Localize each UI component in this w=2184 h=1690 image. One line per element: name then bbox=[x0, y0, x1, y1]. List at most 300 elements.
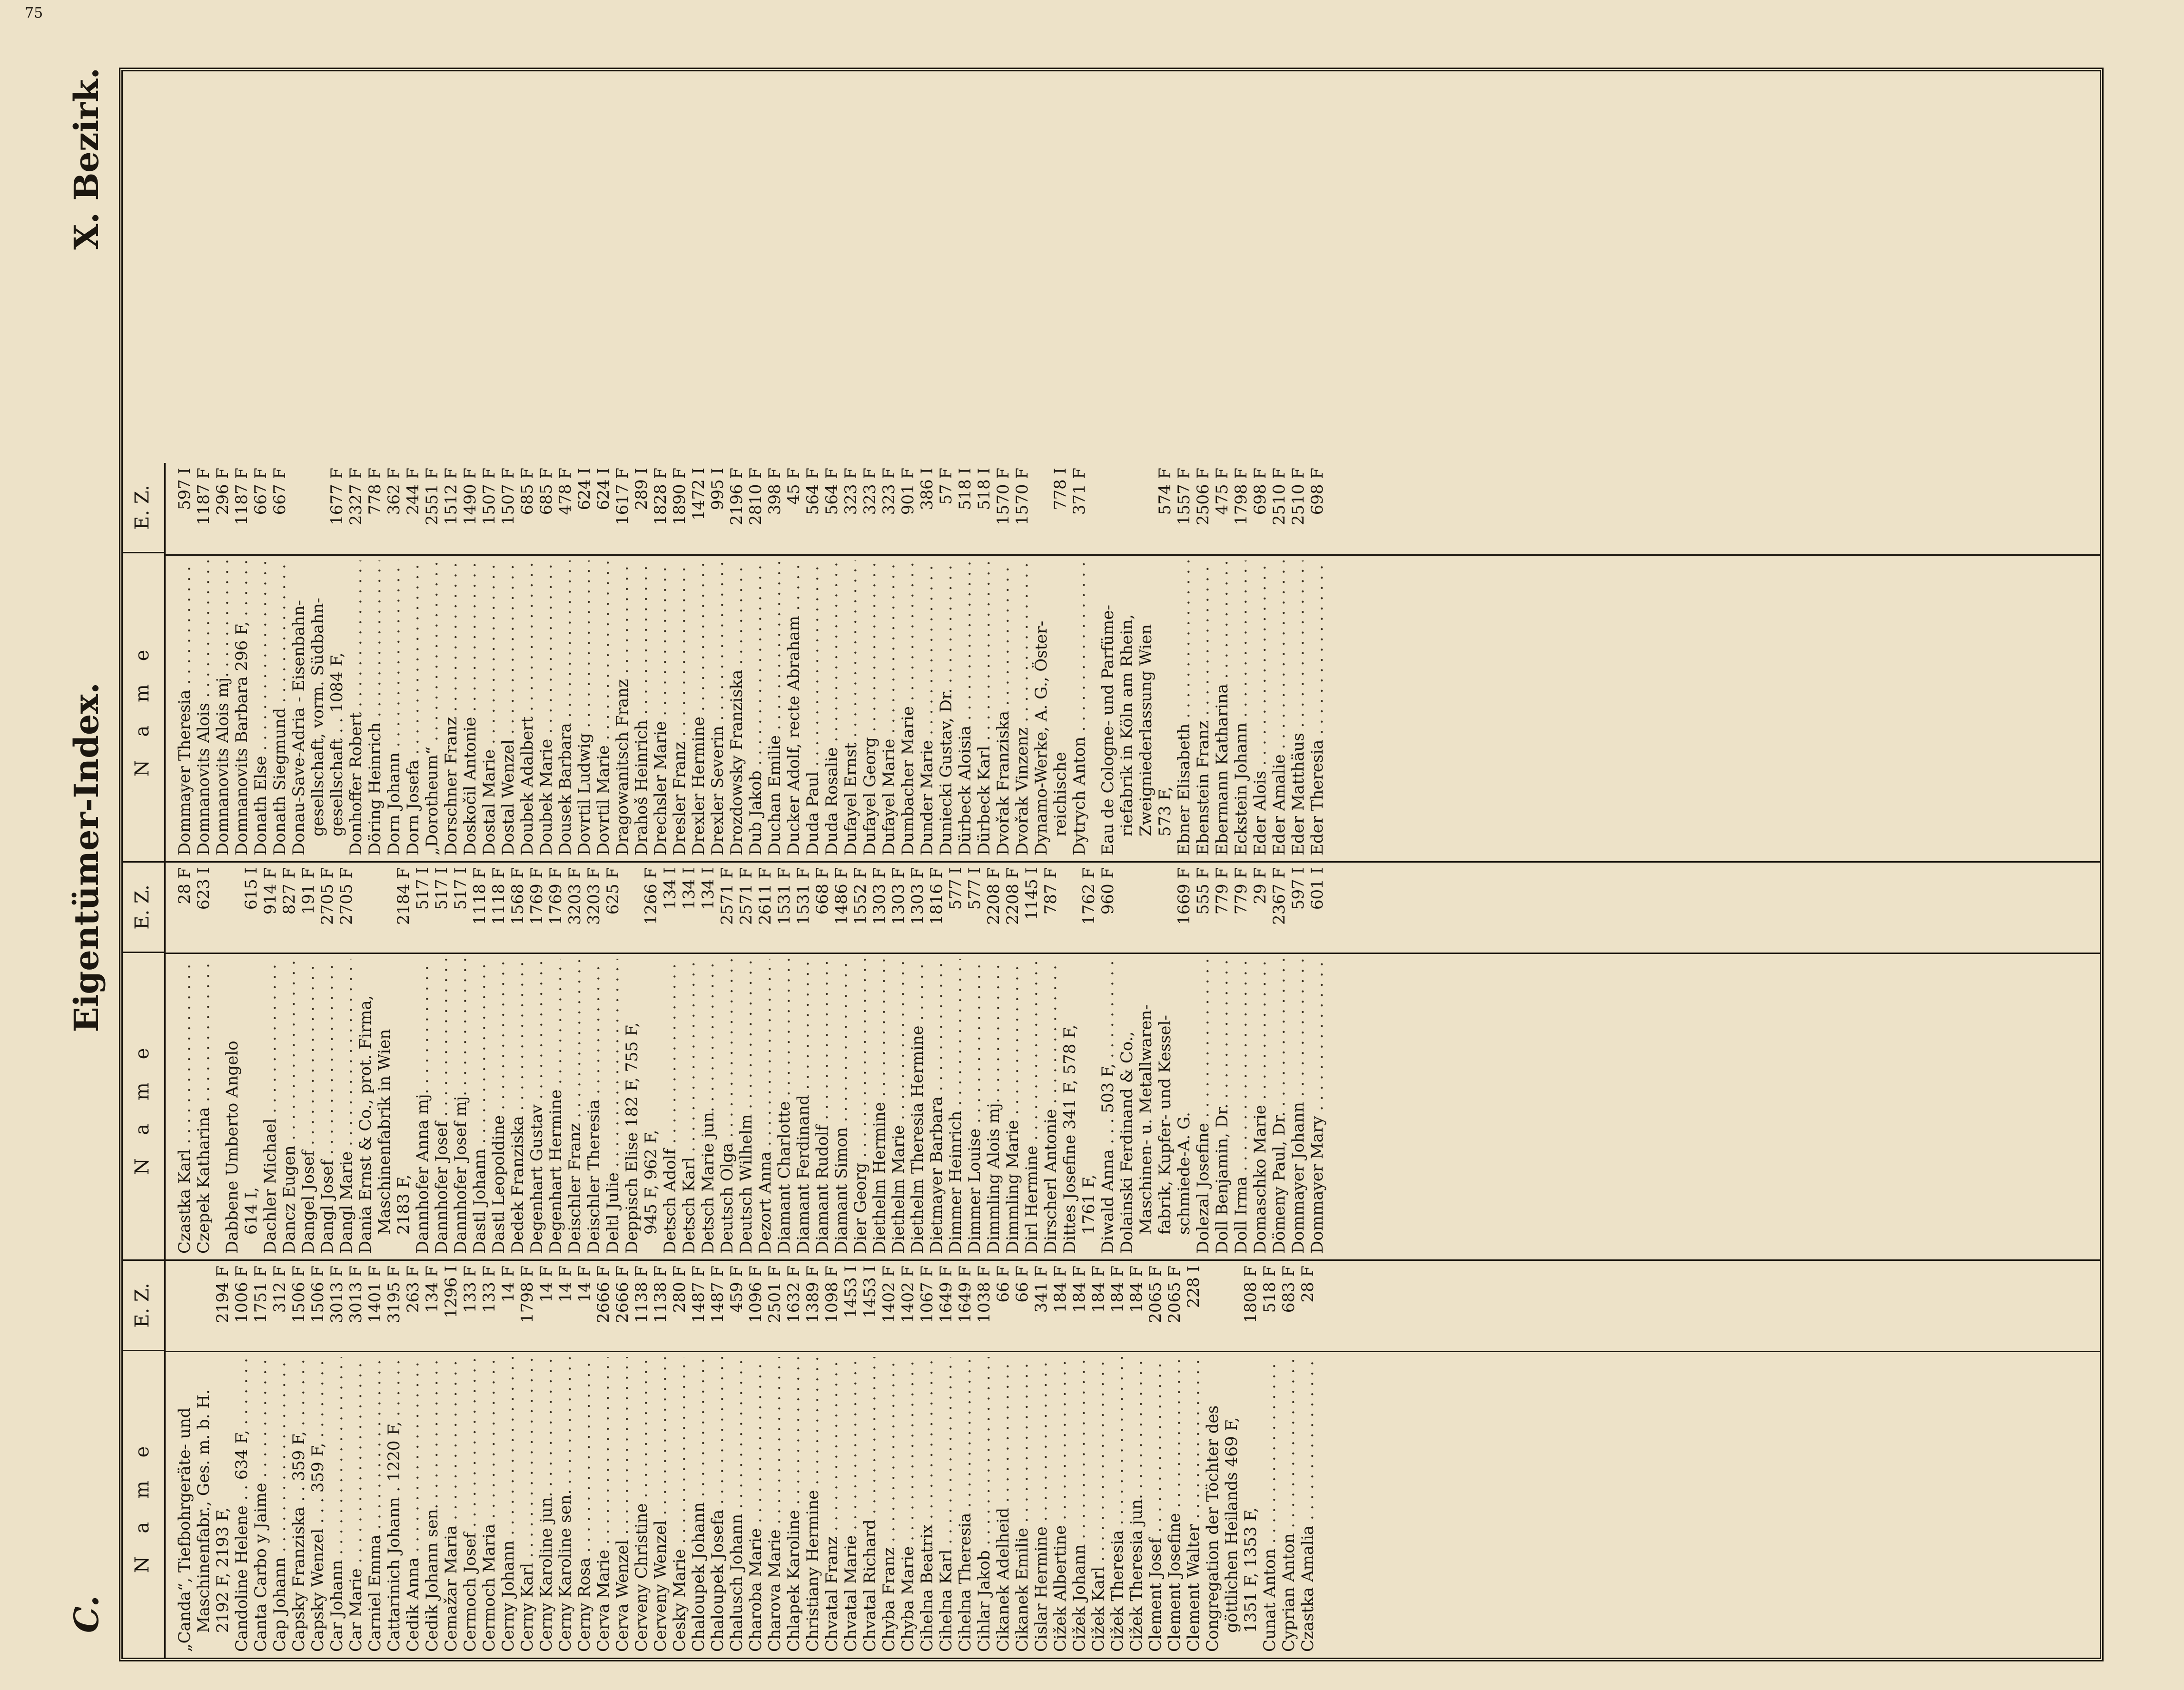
index-entry bbox=[727, 463, 746, 861]
ez-number: 323 F bbox=[880, 468, 899, 515]
ez-number: 1266 F bbox=[642, 867, 661, 925]
index-entry bbox=[565, 863, 584, 1259]
index-column-2 bbox=[123, 861, 2100, 1259]
ez-number: 1303 F bbox=[908, 867, 927, 925]
index-entry bbox=[423, 463, 442, 861]
ez-number: 597 I bbox=[1289, 867, 1308, 910]
owner-name: Dancz Eugen . . . bbox=[280, 959, 299, 1254]
index-entry bbox=[1013, 1261, 1032, 1658]
owner-name: Dabbene Umberto Angelo bbox=[223, 1041, 242, 1254]
owner-name: Dvořak Franziska . . . bbox=[994, 560, 1013, 855]
ez-number: 1816 F bbox=[927, 867, 946, 925]
index-entry bbox=[480, 1261, 499, 1658]
ez-header: E. Z. bbox=[123, 863, 164, 953]
index-entry bbox=[680, 863, 699, 1259]
ez-number: 1402 F bbox=[899, 1266, 918, 1323]
index-entry bbox=[251, 463, 270, 861]
index-entry bbox=[1251, 463, 1270, 861]
index-entry bbox=[994, 1261, 1013, 1658]
owner-name: Diethelm Theresia Hermine . . . bbox=[908, 959, 927, 1254]
index-entry bbox=[642, 863, 661, 1259]
owner-name: Clement Josefine . . . bbox=[1165, 1357, 1184, 1652]
ez-number: 2196 F bbox=[727, 468, 746, 525]
owner-name: Dimmling Marie . . . bbox=[1003, 959, 1022, 1254]
owner-name: Christiany Hermine . . . bbox=[803, 1357, 822, 1652]
index-entry bbox=[385, 463, 404, 861]
owner-name: Chlapek Karoline . . . bbox=[784, 1357, 803, 1652]
index-entry bbox=[356, 863, 375, 1259]
ez-number: 778 F bbox=[366, 468, 385, 515]
ez-number: 685 F bbox=[537, 468, 556, 515]
owner-index-table bbox=[119, 68, 2104, 1661]
index-title: Eigentümer-Index. bbox=[67, 682, 106, 1032]
owner-name: Dunder Marie . . . bbox=[918, 560, 937, 855]
index-entry bbox=[251, 1261, 270, 1658]
owner-name: Dorn Johann . . . bbox=[385, 560, 404, 855]
owner-name: Cižek Johann . . . bbox=[1070, 1357, 1089, 1652]
ez-number: 574 F bbox=[1156, 468, 1175, 515]
owner-name: Dania Ernst & Co., prot. Firma, bbox=[356, 995, 375, 1254]
owner-name: Dier Georg . . . bbox=[851, 959, 870, 1254]
owner-name: Donhoffer Robert . . . bbox=[346, 560, 366, 855]
index-entry bbox=[394, 863, 413, 1259]
index-entry bbox=[242, 863, 261, 1259]
index-entry bbox=[346, 463, 366, 861]
owner-name: Dvořak Vinzenz . . . bbox=[1013, 560, 1032, 855]
owner-name: Domnanovits Alois . . . bbox=[194, 560, 213, 855]
owner-name: Doll Benjamin, Dr. . . . bbox=[1213, 959, 1232, 1254]
index-entry bbox=[1241, 1261, 1260, 1658]
index-entry bbox=[975, 1261, 994, 1658]
index-entry bbox=[880, 1261, 899, 1658]
index-entry bbox=[480, 463, 499, 861]
owner-name: Cedik Anna . . . bbox=[404, 1357, 423, 1652]
index-entry bbox=[956, 463, 975, 861]
index-entry bbox=[1136, 863, 1156, 1259]
index-entry bbox=[984, 863, 1003, 1259]
index-entry bbox=[651, 463, 670, 861]
index-entry bbox=[937, 1261, 956, 1658]
owner-name: Dimmer Louise . . . bbox=[965, 959, 984, 1254]
index-entry bbox=[289, 463, 308, 861]
owner-name: Dastl Johann . . . bbox=[470, 959, 489, 1254]
ez-number: 2065 F bbox=[1146, 1266, 1165, 1323]
index-entry bbox=[889, 863, 908, 1259]
ez-number: 386 I bbox=[918, 468, 937, 511]
index-entry bbox=[899, 1261, 918, 1658]
index-entry bbox=[651, 1261, 670, 1658]
ez-number: 312 F bbox=[270, 1266, 289, 1313]
index-entry bbox=[1308, 463, 1327, 861]
index-entry bbox=[575, 463, 594, 861]
owner-name: Dousek Barbara . . . bbox=[556, 560, 575, 855]
index-entry bbox=[822, 1261, 841, 1658]
owner-name: Dragowanitsch Franz . . . bbox=[613, 560, 632, 855]
index-entry bbox=[1232, 463, 1251, 861]
index-entry bbox=[1279, 1261, 1298, 1658]
index-entry bbox=[946, 863, 965, 1259]
owner-name: Dufayel Georg . . . bbox=[860, 560, 880, 855]
ez-number: 1570 F bbox=[1013, 468, 1032, 525]
ez-number: 1512 F bbox=[442, 468, 461, 525]
ez-number: 244 F bbox=[404, 468, 423, 515]
owner-name: Cemažar Maria . . . bbox=[442, 1357, 461, 1652]
ez-number: 1507 F bbox=[480, 468, 499, 525]
owner-name: Doskočil Antonie . . . bbox=[461, 560, 480, 855]
owner-name: gesellschaft, vorm. Südbahn- bbox=[308, 598, 327, 836]
index-entry bbox=[1165, 1261, 1184, 1658]
owner-name: Cyprian Anton . . . bbox=[1279, 1357, 1298, 1652]
index-entry bbox=[937, 463, 956, 861]
index-entry bbox=[1117, 863, 1136, 1259]
index-entry bbox=[708, 463, 727, 861]
ez-number: 1098 F bbox=[822, 1266, 841, 1323]
ez-number: 1798 F bbox=[518, 1266, 537, 1323]
ez-number: 1486 F bbox=[832, 867, 851, 925]
index-entry bbox=[1270, 463, 1289, 861]
owner-name: Cerny Johann . . . bbox=[499, 1357, 518, 1652]
index-entry bbox=[765, 463, 784, 861]
index-entry bbox=[699, 863, 718, 1259]
index-entry bbox=[232, 463, 251, 861]
owner-name: göttlichen Heilands 469 F, bbox=[1222, 1417, 1241, 1633]
owner-name: Maschinenfabrik in Wien bbox=[375, 1029, 394, 1235]
index-entry bbox=[470, 863, 489, 1259]
index-entry bbox=[1289, 463, 1308, 861]
owner-name: Dastl Leopoldine . . . bbox=[489, 959, 508, 1254]
index-entry bbox=[1003, 863, 1022, 1259]
index-entry bbox=[346, 1261, 366, 1658]
ez-number: 624 I bbox=[594, 468, 613, 511]
owner-name: Eau de Cologne- und Parfüme- bbox=[1098, 605, 1117, 855]
ez-number: 623 I bbox=[194, 867, 213, 910]
index-entry bbox=[1070, 1261, 1089, 1658]
owner-name: Dufayel Ernst . . . bbox=[841, 560, 860, 855]
owner-name: Doubek Marie . . . bbox=[537, 560, 556, 855]
owner-name: Candoline Helene . . 634 F, . . . bbox=[232, 1357, 251, 1652]
owner-name: Cižek Karl . . . bbox=[1089, 1357, 1108, 1652]
ez-number: 1453 I bbox=[860, 1266, 880, 1318]
owner-name: Cihelna Beatrix . . . bbox=[918, 1357, 937, 1652]
ez-number: 667 F bbox=[251, 468, 270, 515]
ez-number: 1067 F bbox=[918, 1266, 937, 1323]
index-entry bbox=[175, 863, 194, 1259]
index-entry bbox=[746, 463, 765, 861]
ez-number: 1751 F bbox=[251, 1266, 270, 1323]
owner-name: schmiede-A. G. bbox=[1175, 1112, 1194, 1235]
owner-name: Dürbeck Karl . . . bbox=[975, 560, 994, 855]
owner-name: Detsch Adolf . . . bbox=[661, 959, 680, 1254]
district-title: X. Bezirk. bbox=[67, 68, 106, 250]
index-entry bbox=[194, 463, 213, 861]
ez-number: 1118 F bbox=[489, 867, 508, 925]
ez-number: 601 I bbox=[1308, 867, 1327, 910]
index-entry bbox=[794, 863, 813, 1259]
owner-name: Drexler Severin . . . bbox=[708, 560, 727, 855]
owner-name: riefabrik in Köln am Rhein, bbox=[1117, 614, 1136, 836]
owner-name: Duda Rosalie . . . bbox=[822, 560, 841, 855]
ez-number: 134 I bbox=[661, 867, 680, 910]
ez-number: 668 F bbox=[813, 867, 832, 915]
owner-name: Deutsch Wilhelm . . . bbox=[737, 959, 756, 1254]
owner-name: Car Marie . . . bbox=[346, 1357, 366, 1652]
index-entry bbox=[499, 1261, 518, 1658]
ez-number: 263 F bbox=[404, 1266, 423, 1313]
index-entry bbox=[1175, 863, 1194, 1259]
ez-number: 459 F bbox=[727, 1266, 746, 1313]
owner-name: Dannhofer Josef . . . bbox=[432, 959, 451, 1254]
ez-number: 2327 F bbox=[346, 468, 366, 525]
ez-number: 1303 F bbox=[889, 867, 908, 925]
owner-name: Dynamo-Werke, A. G., Öster- bbox=[1032, 620, 1051, 855]
owner-name: Duniecki Gustav, Dr. . . . bbox=[937, 560, 956, 855]
owner-name: Chaloupek Johann . . . bbox=[689, 1357, 708, 1652]
index-entry bbox=[1175, 463, 1194, 861]
index-entry bbox=[613, 463, 632, 861]
index-entry bbox=[423, 1261, 442, 1658]
index-entry bbox=[594, 1261, 613, 1658]
ez-number: 57 F bbox=[937, 468, 956, 505]
ez-number: 323 F bbox=[841, 468, 860, 515]
ez-number: 787 F bbox=[1041, 867, 1060, 915]
index-entry bbox=[880, 463, 899, 861]
ez-number: 398 F bbox=[765, 468, 784, 515]
entry-gap bbox=[1089, 463, 1098, 861]
ez-number: 184 F bbox=[1070, 1266, 1089, 1313]
owner-name: Cunat Anton . . . bbox=[1260, 1357, 1279, 1652]
owner-name: Deischler Franz . . . bbox=[565, 959, 584, 1254]
index-entry bbox=[280, 863, 299, 1259]
ez-number: 3195 F bbox=[385, 1266, 404, 1323]
ez-number: 564 F bbox=[803, 468, 822, 515]
owner-name: Dangel Josef . . . bbox=[299, 959, 318, 1254]
ez-number: 2571 F bbox=[737, 867, 756, 925]
ez-number: 133 F bbox=[480, 1266, 499, 1313]
ez-number: 698 F bbox=[1308, 468, 1327, 515]
owner-name: Czastka Karl . . . bbox=[175, 959, 194, 1254]
index-entry bbox=[737, 863, 756, 1259]
index-entry bbox=[822, 463, 841, 861]
ez-number: 14 F bbox=[575, 1266, 594, 1303]
owner-name: Dietmayer Barbara . . . bbox=[927, 959, 946, 1254]
ez-number: 995 I bbox=[708, 468, 727, 511]
owner-name: 2192 F, 2193 F, bbox=[213, 1507, 232, 1633]
ez-number: 2501 F bbox=[765, 1266, 784, 1323]
index-entry bbox=[442, 1261, 461, 1658]
index-entry bbox=[527, 863, 546, 1259]
index-entry bbox=[1013, 463, 1032, 861]
ez-number: 625 F bbox=[603, 867, 623, 915]
index-entry bbox=[327, 1261, 346, 1658]
index-entry bbox=[575, 1261, 594, 1658]
ez-number: 1187 F bbox=[232, 468, 251, 525]
owner-name: Cerny Karl . . . bbox=[518, 1357, 537, 1652]
owner-name: Eder Amalie . . . bbox=[1270, 560, 1289, 855]
ez-number: 577 I bbox=[946, 867, 965, 910]
owner-name: Diamant Charlotte . . . bbox=[775, 959, 794, 1254]
ez-number: 1828 F bbox=[651, 468, 670, 525]
section-letter: C. bbox=[67, 1595, 106, 1633]
index-entry bbox=[518, 463, 537, 861]
ez-number: 296 F bbox=[213, 468, 232, 515]
ez-number: 1649 F bbox=[937, 1266, 956, 1323]
ez-number: 685 F bbox=[518, 468, 537, 515]
index-entry bbox=[366, 1261, 385, 1658]
index-entry bbox=[1260, 1261, 1279, 1658]
owner-name: Dittes Josefine 341 F, 578 F, bbox=[1060, 1024, 1079, 1254]
owner-name: „Dorotheum“ . . . bbox=[423, 560, 442, 855]
index-entry bbox=[518, 1261, 537, 1658]
ez-number: 29 F bbox=[1251, 867, 1270, 904]
ez-number: 1096 F bbox=[746, 1266, 765, 1323]
owner-name: Cermoch Maria . . . bbox=[480, 1357, 499, 1652]
index-entry bbox=[213, 463, 232, 861]
owner-name: Dytrych Anton . . . bbox=[1070, 560, 1089, 855]
owner-name: Canta Carbo y Jaime . . . bbox=[251, 1357, 270, 1652]
owner-name: Domaschko Marie . . . bbox=[1251, 959, 1270, 1254]
column-header bbox=[123, 463, 166, 861]
index-entry bbox=[1289, 863, 1308, 1259]
owner-name: Eder Theresia . . . bbox=[1308, 560, 1327, 855]
index-entry bbox=[1194, 863, 1213, 1259]
ez-number: 517 I bbox=[451, 867, 470, 910]
owner-name: Dürbeck Aloisia . . . bbox=[956, 560, 975, 855]
index-entry bbox=[289, 1261, 308, 1658]
index-entry bbox=[556, 1261, 575, 1658]
index-entry bbox=[632, 463, 651, 861]
owner-name: Cikanek Adelheid . . . bbox=[994, 1357, 1013, 1652]
index-entry bbox=[623, 863, 642, 1259]
index-entry bbox=[508, 863, 527, 1259]
index-entry bbox=[1203, 1261, 1222, 1658]
ez-header: E. Z. bbox=[123, 1261, 164, 1351]
ez-number: 228 I bbox=[1184, 1266, 1203, 1308]
ez-number: 1401 F bbox=[366, 1266, 385, 1323]
owner-name: Dannhofer Anna mj. . . . bbox=[413, 959, 432, 1254]
index-entry bbox=[1117, 463, 1136, 861]
index-entry bbox=[1298, 1261, 1317, 1658]
owner-name: Dub Jakob . . . bbox=[746, 560, 765, 855]
index-entry bbox=[213, 1261, 232, 1658]
index-entry bbox=[708, 1261, 727, 1658]
index-entry bbox=[1051, 463, 1070, 861]
index-entry bbox=[385, 1261, 404, 1658]
ez-number: 2065 F bbox=[1165, 1266, 1184, 1323]
ez-number: 133 F bbox=[461, 1266, 480, 1313]
owner-name: Dostal Wenzel . . . bbox=[499, 560, 518, 855]
index-column-3 bbox=[123, 463, 2100, 861]
owner-name: 1761 F, bbox=[1079, 1174, 1098, 1235]
owner-name: Doubek Adalbert . . . bbox=[518, 560, 537, 855]
owner-name: Diamant Rudolf . . . bbox=[813, 959, 832, 1254]
index-entry bbox=[175, 1261, 194, 1658]
name-header: N a m e bbox=[131, 1437, 153, 1573]
ez-number: 518 F bbox=[1260, 1266, 1279, 1313]
index-entry bbox=[746, 1261, 765, 1658]
index-entry bbox=[308, 463, 327, 861]
owner-name: Maschinenfabr., Ges. m. b. H. bbox=[194, 1389, 213, 1633]
owner-name: Congregation der Töchter des bbox=[1203, 1405, 1222, 1652]
ez-number: 597 I bbox=[175, 468, 194, 511]
ez-number: 1006 F bbox=[232, 1266, 251, 1323]
ez-number: 698 F bbox=[1251, 468, 1270, 515]
page-header bbox=[62, 53, 119, 1661]
owner-name: Drechsler Marie . . . bbox=[651, 560, 670, 855]
index-entry bbox=[442, 463, 461, 861]
owner-name: Dresler Franz . . . bbox=[670, 560, 689, 855]
owner-name: Donath Else . . . bbox=[251, 560, 270, 855]
index-entry bbox=[194, 1261, 213, 1658]
owner-name: Dömeny Paul, Dr. . . . bbox=[1270, 959, 1289, 1254]
owner-name: Drexler Hermine . . . bbox=[689, 560, 708, 855]
owner-name: Dovrtil Ludwig . . . bbox=[575, 560, 594, 855]
index-entry bbox=[223, 863, 242, 1259]
ez-number: 2551 F bbox=[423, 468, 442, 525]
owner-name: Cižek Theresia . . . bbox=[1108, 1357, 1127, 1652]
ez-number: 1303 F bbox=[870, 867, 889, 925]
column-header bbox=[123, 863, 166, 1259]
owner-name: Diethelm Hermine . . . bbox=[870, 959, 889, 1254]
ez-number: 624 I bbox=[575, 468, 594, 511]
owner-name: Chvatal Franz . . . bbox=[822, 1357, 841, 1652]
index-entry bbox=[956, 1261, 975, 1658]
index-entry bbox=[870, 863, 889, 1259]
ez-number: 3203 F bbox=[565, 867, 584, 925]
ez-number: 1138 F bbox=[632, 1266, 651, 1323]
index-entry bbox=[1041, 863, 1060, 1259]
ez-number: 2666 F bbox=[613, 1266, 632, 1323]
ez-header: E. Z. bbox=[123, 463, 164, 553]
owner-name: Clement Walter . . . bbox=[1184, 1357, 1203, 1652]
ez-number: 2194 F bbox=[213, 1266, 232, 1323]
owner-name: Ducker Adolf, recte Abraham . . . bbox=[784, 560, 803, 855]
owner-name: Drahoš Heinrich . . . bbox=[632, 560, 651, 855]
owner-name: Dachler Michael . . . bbox=[261, 959, 280, 1254]
index-entry bbox=[803, 1261, 822, 1658]
owner-name: Dommayer Mary . . . bbox=[1308, 959, 1327, 1254]
owner-name: Clement Josef . . . bbox=[1146, 1357, 1165, 1652]
owner-name: fabrik, Kupfer- und Kessel- bbox=[1156, 1015, 1175, 1235]
index-entry bbox=[1108, 1261, 1127, 1658]
index-entry bbox=[318, 863, 337, 1259]
ez-number: 827 F bbox=[280, 867, 299, 915]
ez-number: 371 F bbox=[1070, 468, 1089, 515]
ez-number: 778 I bbox=[1051, 468, 1070, 511]
owner-name: Detsch Marie jun. . . . bbox=[699, 959, 718, 1254]
index-entry bbox=[841, 1261, 860, 1658]
ez-number: 28 F bbox=[1298, 1266, 1317, 1303]
owner-name: Chvatal Richard . . . bbox=[860, 1357, 880, 1652]
index-entry bbox=[803, 463, 822, 861]
owner-name: Cerny Karoline jun. . . . bbox=[537, 1357, 556, 1652]
index-entry bbox=[1146, 1261, 1165, 1658]
index-entry bbox=[546, 863, 565, 1259]
index-entry bbox=[927, 863, 946, 1259]
index-entry bbox=[461, 1261, 480, 1658]
index-entry bbox=[965, 863, 984, 1259]
ez-number: 667 F bbox=[270, 468, 289, 515]
ez-number: 1769 F bbox=[527, 867, 546, 925]
owner-name: Car Johann . . . bbox=[327, 1357, 346, 1652]
index-entry bbox=[1270, 863, 1289, 1259]
index-entry bbox=[1032, 463, 1051, 861]
ez-number: 901 F bbox=[899, 468, 918, 515]
index-entry bbox=[404, 1261, 423, 1658]
ez-number: 914 F bbox=[261, 867, 280, 915]
index-entry bbox=[594, 463, 613, 861]
column-header bbox=[123, 1261, 166, 1658]
owner-name: Cižek Albertine . . . bbox=[1051, 1357, 1070, 1652]
